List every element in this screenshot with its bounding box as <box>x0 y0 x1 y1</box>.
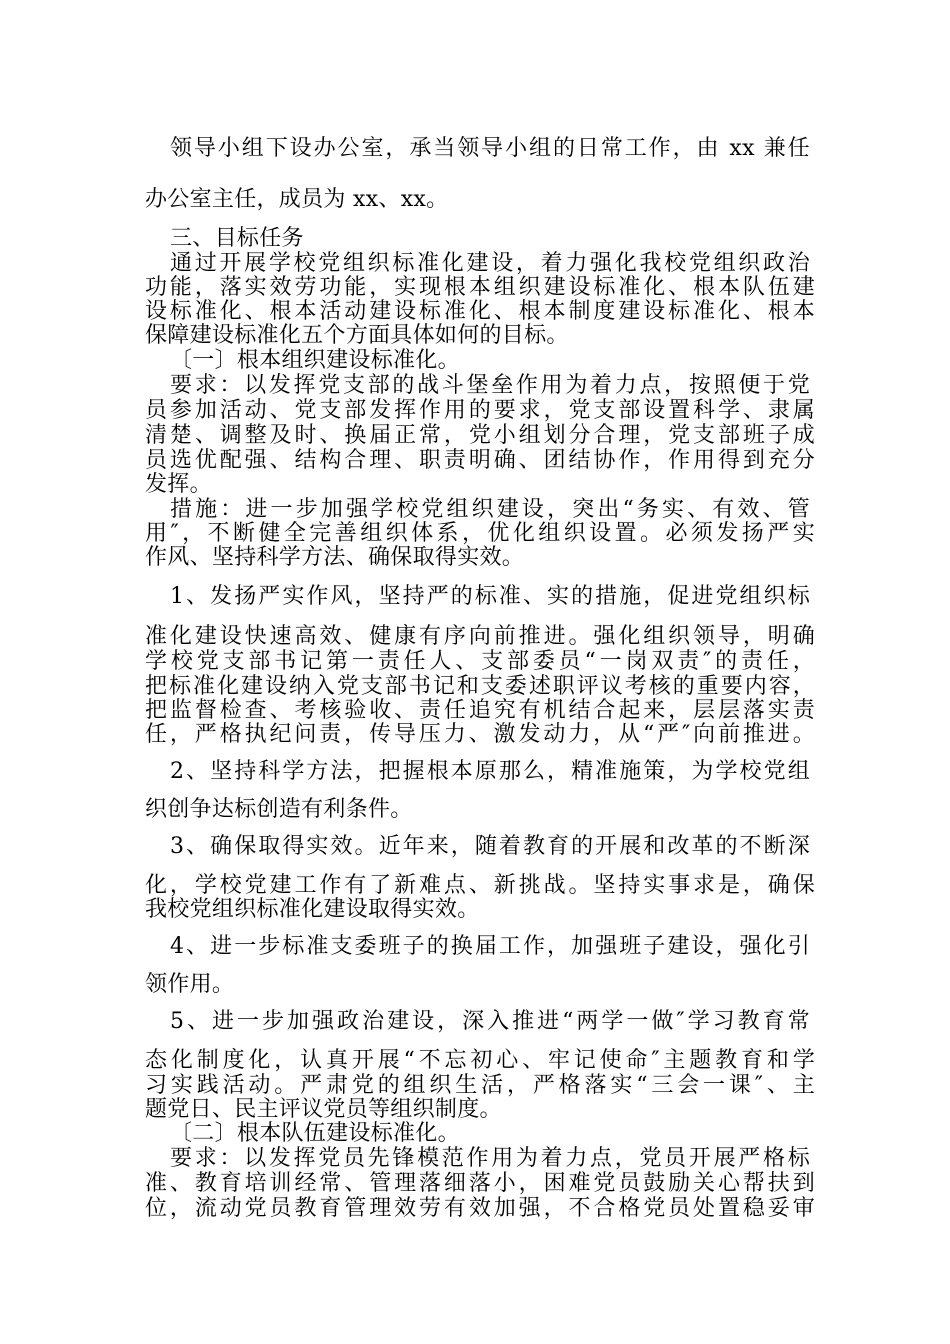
paragraph-line: 用″，不断健全完善组织体系，优化组织设置。必须发扬严实 <box>145 521 815 546</box>
paragraph-line: 领作用。 <box>145 972 235 997</box>
paragraph-line: 设标准化、根本活动建设标准化、根本制度建设标准化、根本 <box>145 299 815 324</box>
subsection-heading: 〔一〕根本组织建设标准化。 <box>170 348 460 373</box>
paragraph-line: 学校党支部书记第一责任人、支部委员“一岗双责″的责任， <box>145 649 815 674</box>
paragraph-line: 功能，落实效劳功能，实现根本组织建设标准化、根本队伍建 <box>145 275 815 300</box>
paragraph-line: 领导小组下设办公室，承当领导小组的日常工作，由 xx 兼任 <box>170 136 810 161</box>
paragraph-line: 保障建设标准化五个方面具体如何的目标。 <box>145 323 569 348</box>
paragraph-line: 员参加活动、党支部发挥作用的要求，党支部设置科学、隶属 <box>145 398 815 423</box>
paragraph-line: 态化制度化，认真开展“不忘初心、牢记使命″主题教育和学 <box>145 1048 815 1073</box>
section-heading: 三、目标任务 <box>170 226 304 251</box>
list-item-line: 3、确保取得实效。近年来，随着教育的开展和改革的不断深 <box>170 834 810 859</box>
paragraph-line: 习实践活动。严肃党的组织生活，严格落实“三会一课″、主 <box>145 1073 815 1098</box>
paragraph-line: 题党日、民主评议党员等组织制度。 <box>145 1097 502 1122</box>
paragraph-line: 清楚、调整及时、换届正常，党小组划分合理，党支部班子成 <box>145 423 815 448</box>
paragraph-line: 办公室主任，成员为 xx、xx。 <box>145 187 449 212</box>
paragraph-line: 织创争达标创造有利条件。 <box>145 797 413 822</box>
paragraph-line: 位，流动党员教育管理效劳有效加强，不合格党员处置稳妥审 <box>145 1196 815 1221</box>
paragraph-line: 要求：以发挥党支部的战斗堡垒作用为着力点，按照便于党 <box>170 373 810 398</box>
paragraph-line: 通过开展学校党组织标准化建设，着力强化我校党组织政治 <box>170 251 810 276</box>
paragraph-line: 措施：进一步加强学校党组织建设，突出“务实、有效、管 <box>170 497 810 522</box>
paragraph-line: 任，严格执纪问责，传导压力、激发动力，从“严″向前推进。 <box>145 722 815 747</box>
paragraph-line: 员选优配强、结构合理、职责明确、团结协作，作用得到充分 <box>145 448 815 473</box>
paragraph-line: 发挥。 <box>145 472 212 497</box>
list-item-line: 1、发扬严实作风，坚持严的标准、实的措施，促进党组织标 <box>170 584 810 609</box>
paragraph-line: 要求：以发挥党员先锋模范作用为着力点，党员开展严格标 <box>170 1146 810 1171</box>
list-item-line: 5、进一步加强政治建设，深入推进“两学一做″学习教育常 <box>170 1009 810 1034</box>
paragraph-line: 化，学校党建工作有了新难点、新挑战。坚持实事求是，确保 <box>145 873 815 898</box>
list-item-line: 2、坚持科学方法，把握根本原那么，精准施策，为学校党组 <box>170 759 810 784</box>
paragraph-line: 把监督检查、考核验收、责任追究有机结合起来，层层落实责 <box>145 698 815 723</box>
paragraph-line: 准、教育培训经常、管理落细落小，困难党员鼓励关心帮扶到 <box>145 1171 815 1196</box>
list-item-line: 4、进一步标准支委班子的换届工作，加强班子建设，强化引 <box>170 934 810 959</box>
subsection-heading: 〔二〕根本队伍建设标准化。 <box>170 1121 460 1146</box>
paragraph-line: 把标准化建设纳入党支部书记和支委述职评议考核的重要内容， <box>145 674 815 699</box>
paragraph-line: 我校党组织标准化建设取得实效。 <box>145 897 480 922</box>
paragraph-line: 准化建设快速高效、健康有序向前推进。强化组织领导，明确 <box>145 624 815 649</box>
paragraph-line: 作风、坚持科学方法、确保取得实效。 <box>145 545 525 570</box>
